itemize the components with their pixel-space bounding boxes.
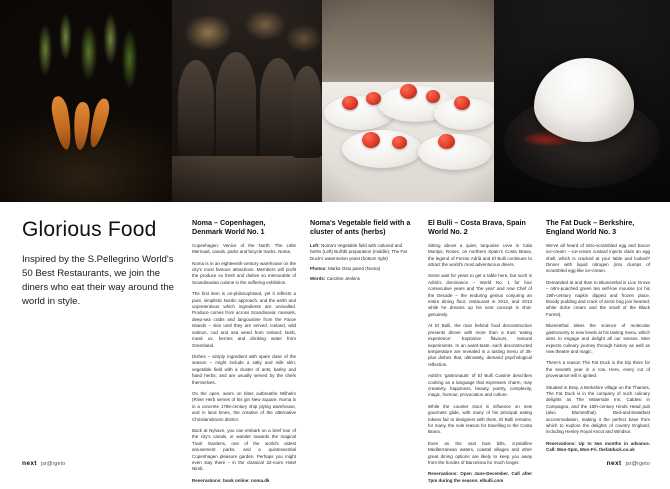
column-fat-duck xyxy=(546,218,650,489)
column-noma xyxy=(192,218,296,489)
credit-photos xyxy=(310,266,414,272)
paragraph: There's a reason The Fat Duck is the trip there for the seventh year in a row. Here, every cut of provenance will is ignited. xyxy=(546,360,650,379)
folio-left: jsr@rgeto xyxy=(40,461,66,467)
paragraph: Situated in Bray, a Berkshire village on the Thames, The Fat Duck is in the company of such culinary delights as The Waterside Inn, Caldesi in Campagna, and the 15th-century Hinds Head pub (also Blumenthal). Bed-and-breakfast accommodation, making it the perfect base from which to explore the delights of country England, including Henley Royal Ascot and Windsor. xyxy=(546,384,650,435)
paragraph: Some wait for years to get a table here, but such is Adrià's dominance – World No. 1 for four consecutive years and 'the year' and now Chef of the Decade – the enduring genius conjuring an entire dining floor; restaurant in 2012, and 2013 while he dreams up his next concept is shot-genuinely. xyxy=(428,273,532,317)
credit-text: Caroline Jenkins xyxy=(326,276,360,282)
chefs-in-kitchen-photo xyxy=(172,0,322,202)
paragraph: The first item is un-philosophised, yet it reflects a pure, simplistic Nordic approach, and the earth and unpretentious which ingredients are unrivalled. Produce comes from across Scandinavia: mussels, deep-sea crabs and langoustine from the Faroe Islands – skin until they are served. Iceland, wild salmon, cod and sea weed from Iceland; lamb, musk ox, berries and drinking water from Greenland. xyxy=(192,291,296,348)
photo-credits xyxy=(310,243,414,283)
paragraph: We've all heard of nitro-scrambled egg and bacon ice-cream – ice-cream custard injects claim an egg shell, which is cracked at your table and looked? Dinner with liquid nitrogen (into clumps of scrambled egg-like ice-cream. xyxy=(546,242,650,274)
standfirst: Inspired by the S.Pellegrino World's 50 Best Restaurants, we join the diners who eat their way around the world in style. xyxy=(22,254,174,307)
paragraph: Copenhagen: Venice of the North. The Little Mermaid, canals, parks and bicycle tracks. Noma. xyxy=(192,242,296,255)
paragraph: On the open, warm on bites outbreathe Wilhelm (River Herb serves of his gin New Square. Noma is in a concrete 1786-century ship plying warehouse, and in land times, the creative of the alternative Christiansbrunn district. xyxy=(192,390,296,422)
folio-right: jsr@rgeto xyxy=(625,461,650,467)
paragraph: At El Bulli, the man behind food deconstruction presents dinner with more than a trust 'eating experience'. Explosive flavours, textural experiments. In an avant-taste, each deconstructed temperature are revealed in a tasting menu of 35-plus dishes that, ultimately, demand psychological reflection. xyxy=(428,323,532,367)
credit-words xyxy=(310,276,414,282)
footer-left xyxy=(22,460,65,467)
paragraph: Dishes – simply ingredient with spare dose of the season – might include a salty and milk skin; vegetable field with a cluster of ants; barley and hand herbs; and are usually served by the chefs themselves. xyxy=(192,353,296,385)
paragraph: Blumenthal takes the science of molecular gastronomy to new levels at his tasting menu, which aims to engage and delight all our senses. Men expects culinary journey through history as well as new theatre and magic. xyxy=(546,323,650,354)
reservations-note[interactable]: Reservations: Open June-December. Call after 7pm during the season. elbulli.com xyxy=(428,471,532,483)
credit-text: Noma's Vegetable field with cultured and herbs (Left) Bull'dti preparation (middle); The Fat Duck's watermelon yeast (bottom right) xyxy=(310,242,407,261)
paragraph: Adrià's 'gastronauts' of El Bulli Cuisine describes cooking as a language that expresses charm, may creativity, happiness, beauty, poetry, complexity, magic, humour, provocation and culture. xyxy=(428,373,532,398)
paragraph: While the counter stool is influence on new gourmets glide, with many of his principal eating tokens fair to designers with them, El Bulli remains, for many, the sole reason for travelling to the Costa Brava. xyxy=(428,403,532,435)
intro-column xyxy=(22,218,178,489)
column-grid xyxy=(22,218,652,489)
column-el-bulli xyxy=(428,218,532,489)
page-spine xyxy=(334,202,335,474)
column-captions xyxy=(310,218,414,489)
credit-label: Left: xyxy=(310,242,320,248)
paragraph: Demanded at and than to Blumenthal is Lion Grove – nitro-poached green tea self-low mousse (or his 19th-century napkin dipped and frozen place, bloody pudding and crack of arctic bog join hearted; white dolce cream and the small of the Black Forest). xyxy=(546,279,650,317)
column-body-fat-duck xyxy=(546,243,650,454)
article-content xyxy=(0,202,670,483)
photo-vignette xyxy=(494,0,670,202)
photo-strip xyxy=(0,0,670,202)
paragraph: Even as the vast bust bills, crystalline Mediterranean waters, coastal villages and other great dining options are likely to keep you away from the hordes of Barcelona for much longer. xyxy=(428,440,532,465)
paragraph: Noma is in an eighteenth-century warehouse on the city's most famous attractions. Members will profit the produce so fresh and dishes so memorable of Scandinavian cuisine in the suffering exhibition. xyxy=(192,260,296,285)
page-title: Glorious Food xyxy=(22,218,157,241)
credit-left xyxy=(310,243,414,262)
credit-label: Photos: xyxy=(310,266,327,272)
column-heading-caption: Noma's Vegetable field with a cluster of ants (herbs) xyxy=(310,218,411,237)
photo-vignette xyxy=(322,0,494,202)
carrots-in-soil-photo xyxy=(0,0,172,202)
photo-vignette xyxy=(0,0,172,202)
paragraph: Back at Nyhavn, you can embark on a brief tour of the city's canals, or wander towards the magical Tivoli Gardens, one of the world's oldest amusement parks, and a quintessential Copenhagen pleasure garden. Perhaps you might even stay there – in the classical 32-room Hotel Nimb. xyxy=(192,427,296,472)
publication-logo: next xyxy=(606,460,622,467)
photo-vignette xyxy=(172,0,322,202)
reservations-note[interactable]: Reservations: book online: noma.dk xyxy=(192,477,270,483)
footer-right xyxy=(607,460,650,467)
column-body-el-bulli xyxy=(428,243,532,484)
column-heading-noma: Noma – Copenhagen, Denmark World No. 1 xyxy=(192,218,266,237)
reservations-note[interactable]: Reservations: Up to two months in advance. Call: Mon-Spm, Mon-Fri. thefatduck.co.uk xyxy=(546,440,650,453)
credit-text: Marka Osto pared (Noma) xyxy=(328,266,381,272)
publication-logo: next xyxy=(22,460,37,467)
tomatoes-on-plates-photo xyxy=(322,0,494,202)
credit-label: Words: xyxy=(310,276,326,282)
column-heading-el-bulli: El Bulli – Costa Brava, Spain World No. 2 xyxy=(428,218,526,237)
paragraph: Sitting above a quiet, turquoise cove in Cala Montjoi, Roses, on northern Spain's Costa Brava, the legend of Ferran Adrià and El Bulli continues to attract the world's most adventurous diners. xyxy=(428,242,532,268)
white-dessert-photo xyxy=(494,0,670,202)
column-body-noma xyxy=(192,243,296,484)
column-heading-fat-duck: The Fat Duck – Berkshire, England World No. 3 xyxy=(546,218,635,237)
